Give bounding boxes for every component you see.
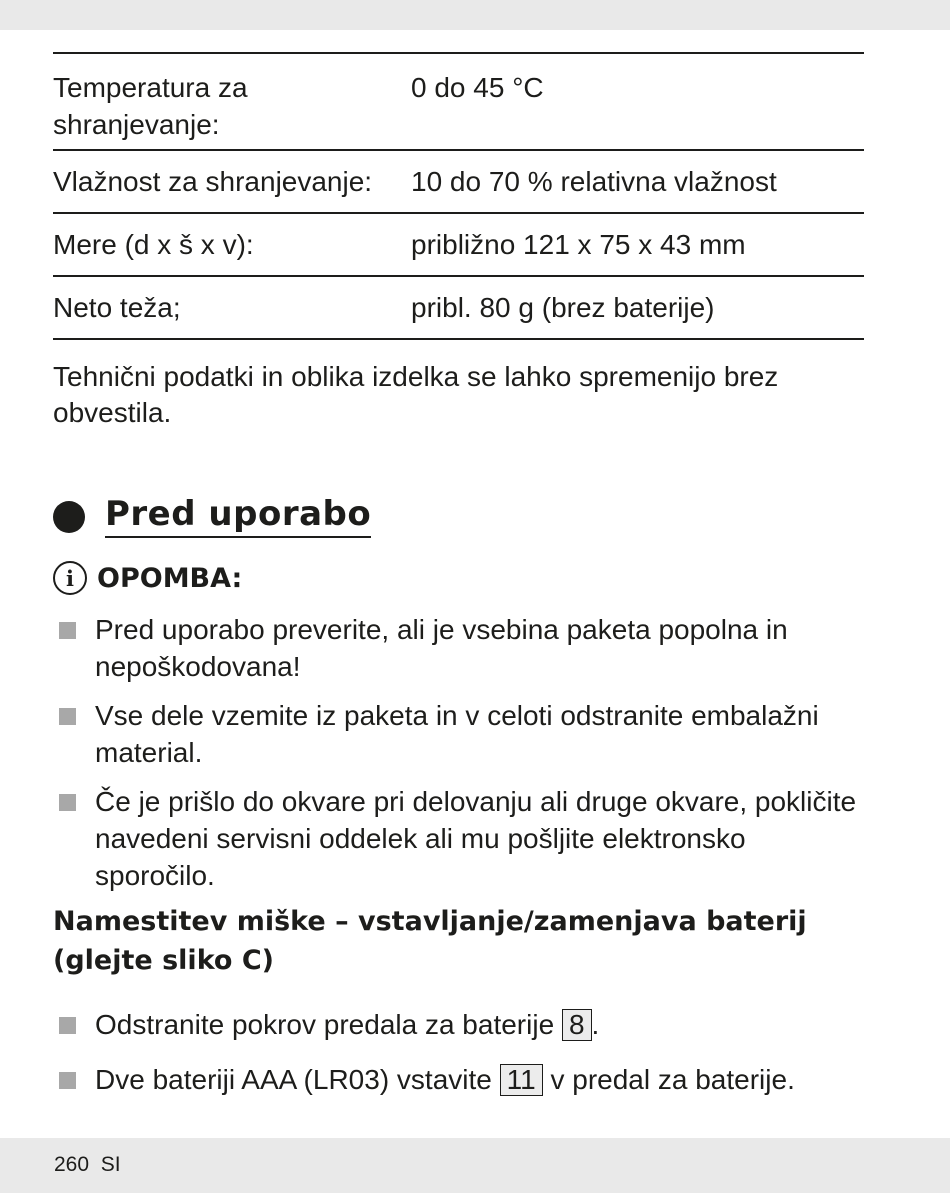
footer-band (0, 1138, 950, 1193)
info-icon: i (53, 561, 87, 595)
step-text: Dve bateriji AAA (LR03) vstavite (95, 1064, 492, 1095)
spec-label: Mere (d x š x v): (53, 213, 411, 276)
square-bullet-icon (59, 622, 76, 639)
list-item-text: Pred uporabo preverite, ali je vsebina paketa popolna in nepoškodovana! (95, 614, 788, 682)
notice-list (57, 611, 857, 906)
spec-table (53, 52, 864, 340)
list-item (57, 1061, 857, 1098)
page-number: 260 (54, 1153, 90, 1176)
list-item (57, 697, 857, 771)
spec-label: Temperatura za shranjevanje: (53, 53, 411, 150)
spec-row (53, 276, 864, 339)
square-bullet-icon (59, 708, 76, 725)
spec-row (53, 53, 864, 150)
square-bullet-icon (59, 794, 76, 811)
language-code: SI (100, 1153, 121, 1176)
step-text: Odstranite pokrov predala za baterije (95, 1009, 555, 1040)
spec-row (53, 213, 864, 276)
spec-value: 0 do 45 °C (411, 53, 864, 150)
section-bullet-icon (53, 501, 85, 533)
list-item (57, 783, 857, 894)
spec-value: približno 121 x 75 x 43 mm (411, 213, 864, 276)
subheading: Namestitev miške – vstavljanje/zamenjava baterij (glejte sliko C) (53, 906, 807, 976)
section-title: Pred uporabo (105, 494, 371, 538)
spec-value: pribl. 80 g (brez baterije) (411, 276, 864, 339)
disclaimer-note: Tehnični podatki in oblika izdelka se lahko spremenijo brez obvestila. (53, 361, 779, 428)
list-item (57, 1006, 857, 1043)
list-item-text: Če je prišlo do okvare pri delovanju ali druge okvare, pokličite navedeni servisni oddelek ali mu pošljite elektronsko sporočilo. (95, 786, 857, 891)
square-bullet-icon (59, 1072, 76, 1089)
step-text-after: . (591, 1009, 600, 1040)
spec-label: Vlažnost za shranjevanje: (53, 150, 411, 213)
top-band (0, 0, 950, 30)
step-text-after: v predal za baterije. (550, 1064, 795, 1095)
spec-label: Neto teža; (53, 276, 411, 339)
list-item-text: Vse dele vzemite iz paketa in v celoti odstranite embalažni material. (95, 700, 819, 768)
notice-label: OPOMBA: (97, 562, 243, 594)
steps-list (57, 1006, 857, 1116)
part-reference-box: 8 (562, 1009, 592, 1041)
list-item (57, 611, 857, 685)
part-reference-box: 11 (500, 1064, 543, 1096)
spec-value: 10 do 70 % relativna vlažnost (411, 150, 864, 213)
spec-row (53, 150, 864, 213)
section-heading (53, 494, 371, 538)
footer (54, 1153, 121, 1177)
square-bullet-icon (59, 1017, 76, 1034)
notice-header (53, 561, 242, 595)
